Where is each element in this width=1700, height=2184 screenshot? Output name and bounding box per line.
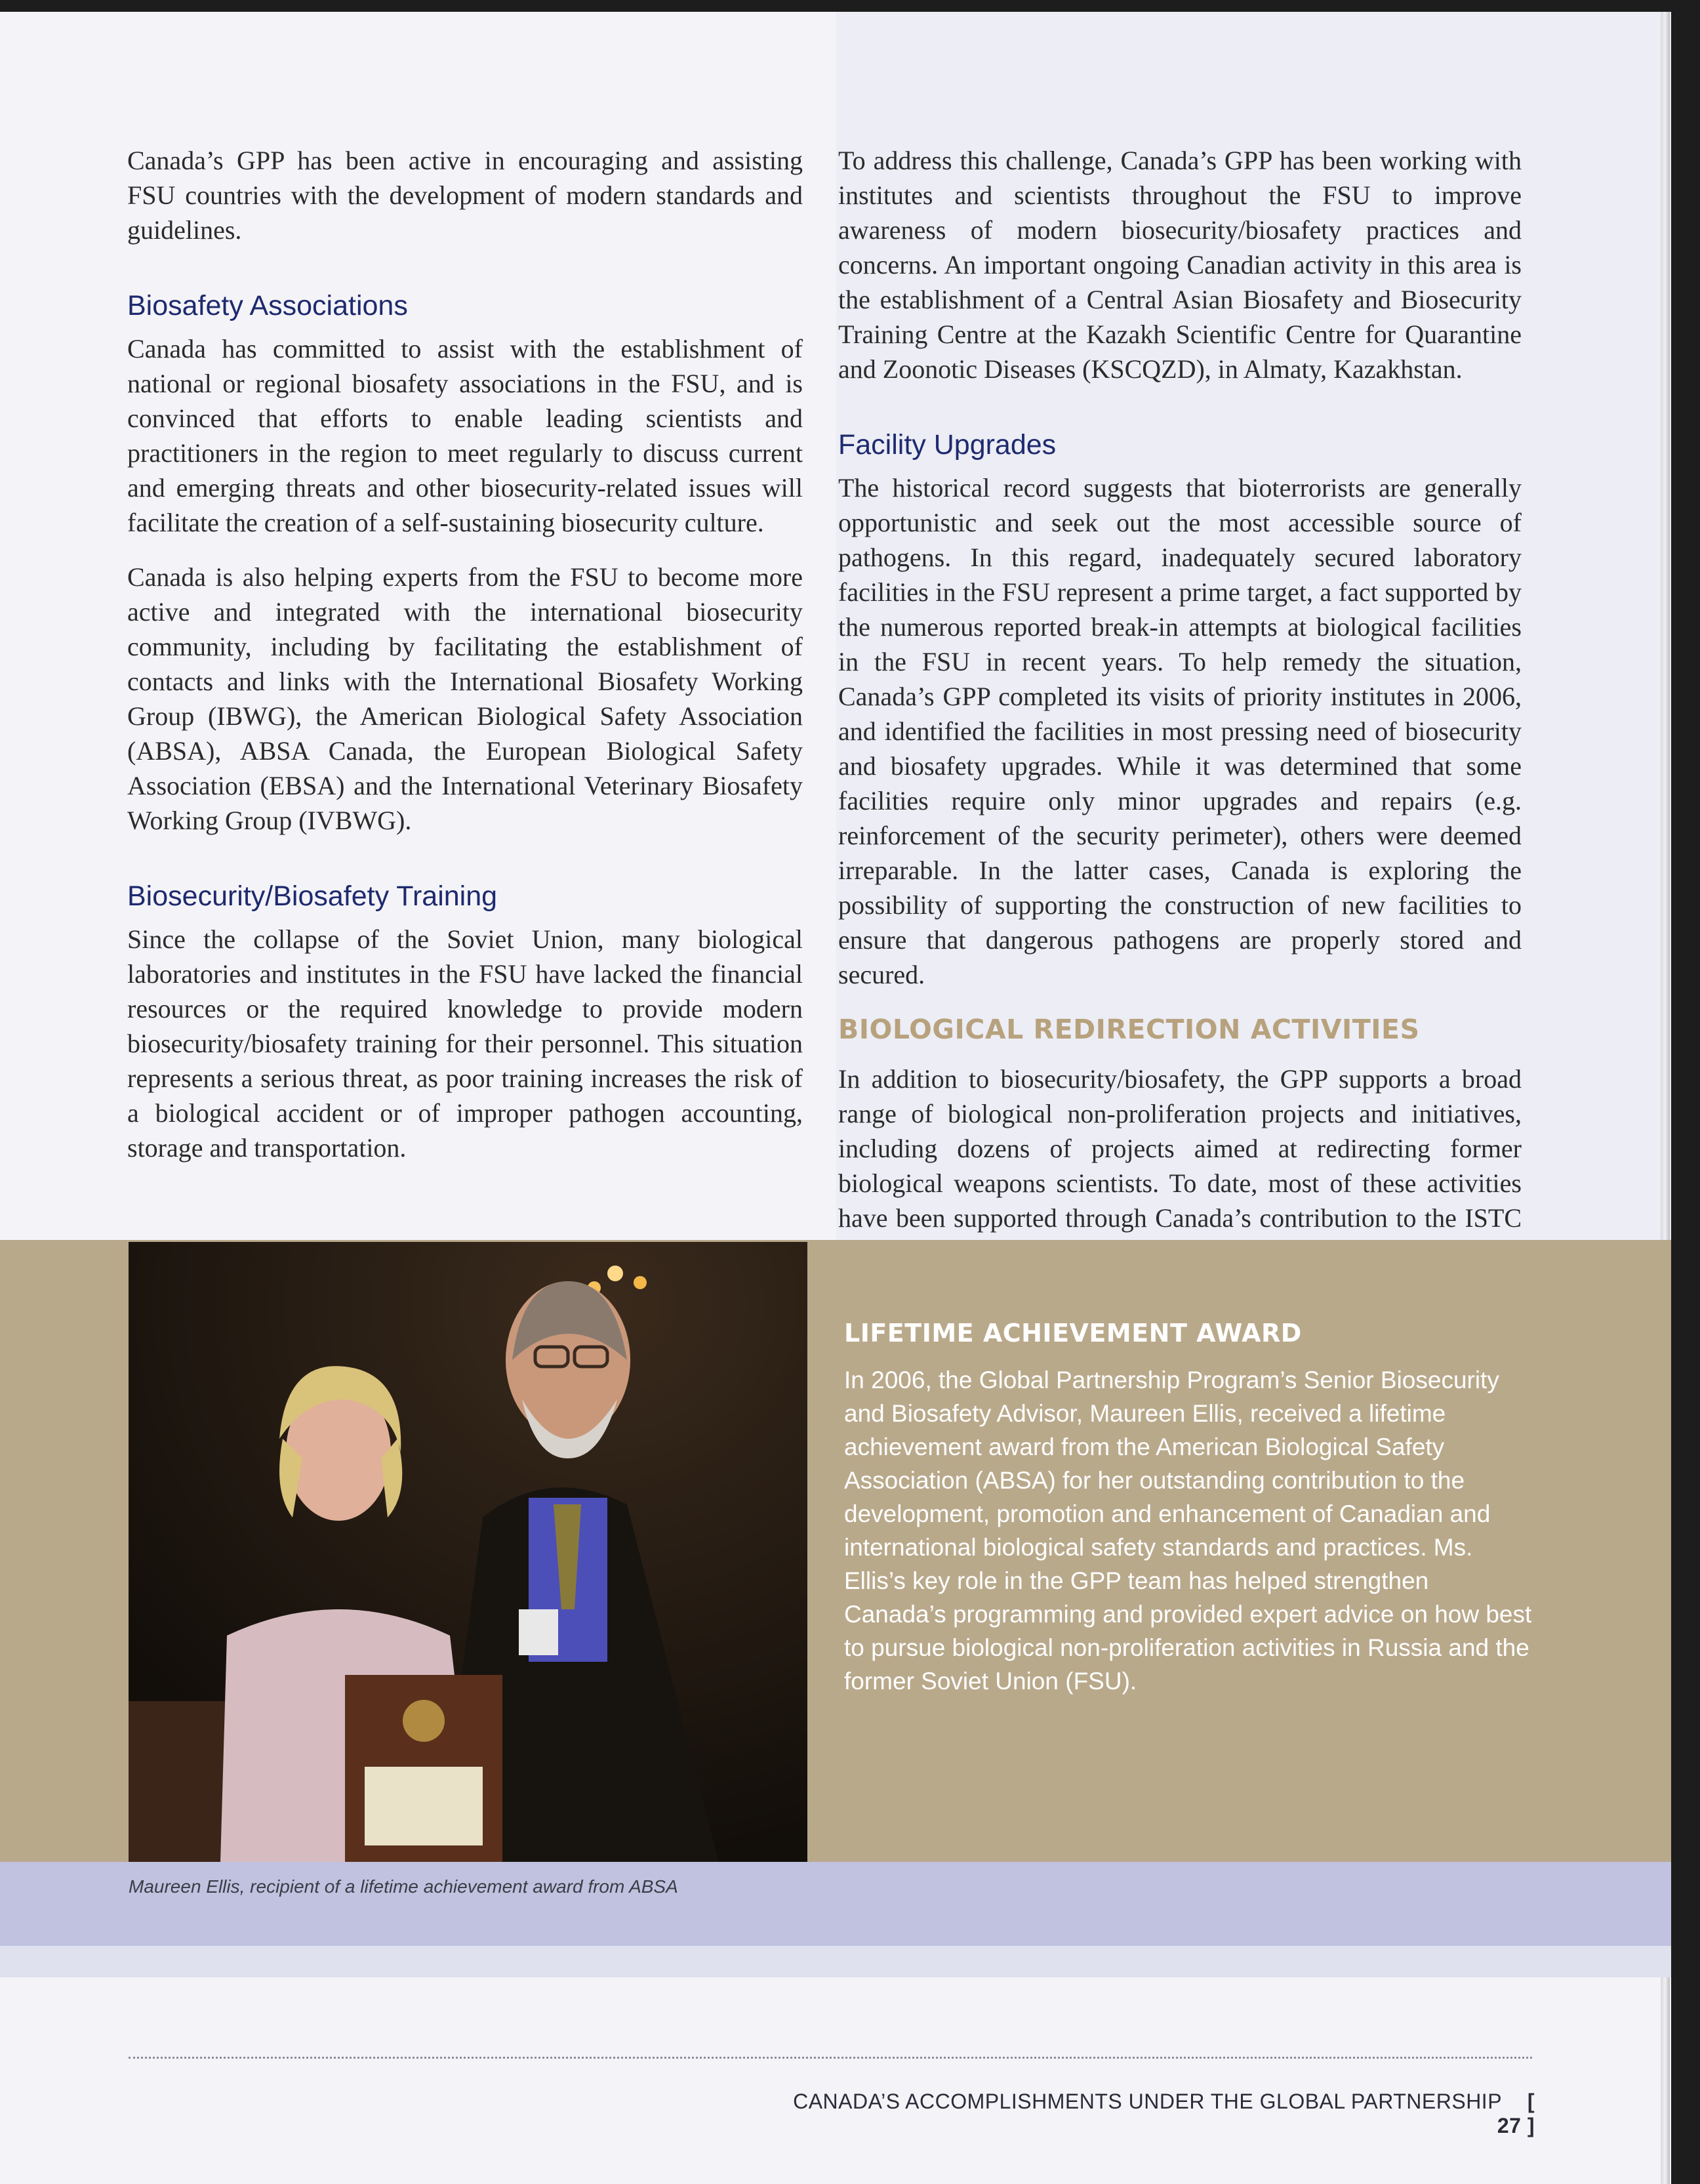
paragraph: Since the collapse of the Soviet Union, many biological laboratories and institutes in the FSU have lacked the financial resources or the required knowledge to provide modern biosecurity/biosafety training for their personnel. This situation represents a serious threat, as poor training increases the risk of a biological accident or of improper pathogen accounting, storage and transportation. [127, 924, 803, 1163]
page-footer [774, 2090, 1535, 2138]
heading-biological-redirection: BIOLOGICAL REDIRECTION ACTIVITIES [838, 1014, 1420, 1045]
award-photo [129, 1242, 807, 1863]
award-text: In 2006, the Global Partnership Program’s Senior Biosecurity and Biosafety Advisor, Maureen Ellis, received a lifetime achievement award from the American Biological Safety Association (ABSA) for her outstanding contribution to the development, promotion and enhancement of Canadian and international biological safety standards and practices. Ms. Ellis’s key role in the GPP team has helped strengthen Canada’s programming and provided expert advice on how best to pursue biological non-proliferation activities in Russia and the former Soviet Union (FSU). [844, 1367, 1532, 1695]
award-title: LIFETIME ACHIEVEMENT AWARD [844, 1319, 1302, 1348]
paragraph: Canada has committed to assist with the establishment of national or regional biosafety associations in the FSU, and is convinced that efforts to enable leading scientists and practitioners in the region to meet regularly to discuss current and emerging threats and other biosecurity-related issues will facilitate the creation of a self-sustaining biosecurity culture. [127, 334, 803, 537]
caption-band [0, 1862, 1671, 1946]
award-sidebar [844, 1319, 1533, 1698]
paragraph: In addition to biosecurity/biosafety, the GPP supports a broad range of biological non-proliferation projects and initiatives, including dozens of projects aimed at redirecting former biological weapons scientists. To date, most of these activities have been supported through Canada’s contribution to the ISTC [838, 1064, 1522, 1233]
heading-biosafety-associations: Biosafety Associations [127, 290, 408, 321]
heading-facility-upgrades: Facility Upgrades [838, 429, 1057, 461]
paragraph: The historical record suggests that bioterrorists are generally opportunistic and seek out the most accessible source of pathogens. In this regard, inadequately secured laboratory facilities in the FSU represent a prime target, a fact supported by the numerous reported break-in attempts at biological facilities in the FSU in recent years. To help remedy the situation, Canada’s GPP completed its visits of priority institutes in 2006, and identified the facilities in most pressing need of biosecurity and biosafety upgrades. While it was determined that some facilities require only minor upgrades and repairs (e.g. reinforcement of the security perimeter), others were deemed irreparable. In the latter cases, Canada is exploring the possibility of supporting the construction of new facilities to ensure that dangerous pathogens are properly stored and secured. [838, 473, 1522, 989]
page-number-value: 27 [1497, 2114, 1522, 2137]
paragraph: Canada is also helping experts from the FSU to become more active and integrated with the international biosecurity community, including by facilitating the establishment of contacts and links with the International Biosafety Working Group (IBWG), the American Biological Safety Association (ABSA), ABSA Canada, the European Biological Safety Association (EBSA) and the International Veterinary Biosafety Working Group (IVBWG). [127, 562, 803, 835]
left-intro-paragraph: Canada’s GPP has been active in encouraging and assisting FSU countries with the development of modern standards and guidelines. [127, 146, 803, 245]
heading-biosecurity-training: Biosecurity/Biosafety Training [127, 880, 498, 912]
photo-caption: Maureen Ellis, recipient of a lifetime achievement award from ABSA [129, 1876, 678, 1897]
page-number: [ 27 ] [1497, 2090, 1535, 2137]
footer-rule [129, 2057, 1532, 2059]
right-intro-paragraph: To address this challenge, Canada’s GPP has been working with institutes and scientists throughout the FSU to improve awareness of modern biosecurity/biosafety practices and concerns. An important ongoing Canadian activity in this area is the establishment of a Central Asian Biosafety and Biosecurity Training Centre at the Kazakh Scientific Centre for Quarantine and Zoonotic Diseases (KSCQZD), in Almaty, Kazakhstan. [838, 146, 1522, 384]
photo-illustration [129, 1242, 807, 1863]
left-column [127, 143, 803, 1185]
running-title: CANADA’S ACCOMPLISHMENTS UNDER THE GLOBAL PARTNERSHIP [793, 2090, 1502, 2113]
right-column [838, 143, 1522, 1290]
